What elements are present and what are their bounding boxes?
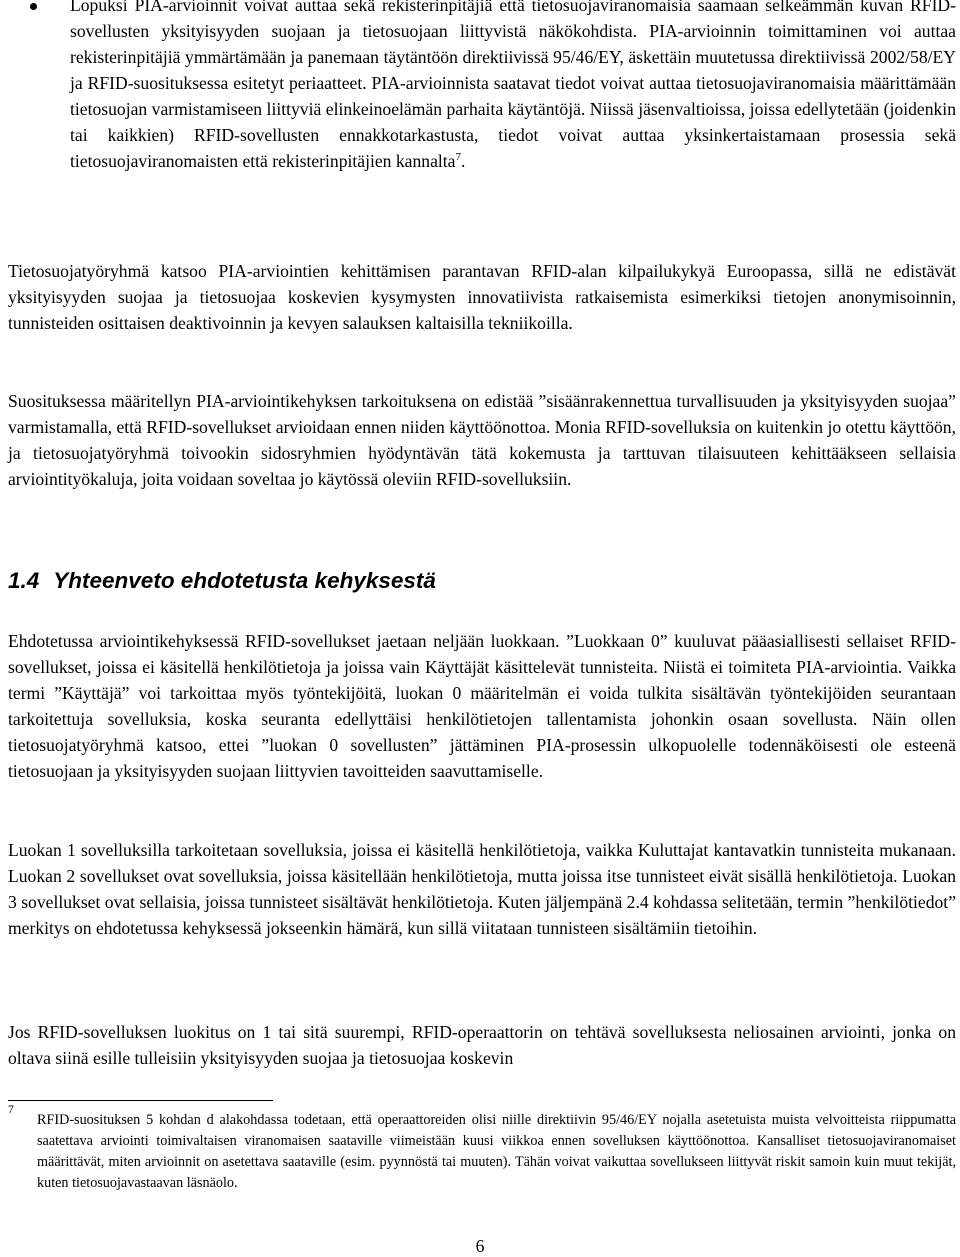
- paragraph-assessment: Jos RFID-sovelluksen luokitus on 1 tai sitä suurempi, RFID-operaattorin on tehtävä sovelluksesta neliosainen arviointi, jonka on oltava siinä esille tulleisiin yksityisyyden suojaa ja tietosuojaa koskevin: [8, 1022, 956, 1068]
- section-title: Yhteenveto ehdotetusta kehyksestä: [53, 568, 436, 593]
- bullet-icon: [30, 3, 37, 10]
- paragraph-categories: Ehdotetussa arviointikehyksessä RFID-sovellukset jaetaan neljään luokkaan. ”Luokkaan 0” kuuluvat pääasiallisesti sellaiset RFID-sovellukset, joissa ei käsitellä henkilötietoja ja joissa vain Käyttäjät käsittelevät tunnisteita. Niistä ei toimiteta PIA-arviointia. Vaikka termi ”Käyttäjä” voi tarkoittaa myös työntekijöitä, luokan 0 määritelmän ei voida tulkita sisältävän työntekijöiden seurantaan tarkoitettuja sovelluksia, koska seuranta edellyttäisi henkilötietojen tallentamista johonkin osaan sovellusta. Näin ollen tietosuojatyöryhmä katsoo, ettei ”luokan 0 sovellusten” jättäminen PIA-prosessin ulkopuolelle todennäköisesti ole esteenä tietosuojaan ja yksityisyyden suojaan liittyvien tavoitteiden saavuttamiselle.: [8, 631, 956, 781]
- footnote-separator: [8, 1100, 273, 1101]
- footnote-marker: 7: [8, 1104, 14, 1116]
- bullet-paragraph: [70, 0, 956, 174]
- section-number: 1.4: [8, 568, 40, 593]
- section-heading: [8, 566, 436, 596]
- page-number: 6: [475, 1236, 485, 1256]
- paragraph-competitiveness: Tietosuojatyöryhmä katsoo PIA-arviointien kehittämisen parantavan RFID-alan kilpailukykyä Euroopassa, sillä ne edistävät yksityisyyden suojaa ja tietosuojaa koskevien kysymysten innovatiivista ratkaisemista esimerkiksi tietojen anonymisoinnin, tunnisteiden osittaisen deaktivoinnin ja kevyen salauksen kaltaisilla tekniikoilla.: [8, 261, 956, 333]
- footnote-reference[interactable]: 7: [455, 151, 461, 164]
- bullet-text-end: .: [460, 151, 466, 171]
- paragraph-level-definitions: Luokan 1 sovelluksilla tarkoitetaan sovelluksia, joissa ei käsitellä henkilötietoja, vaikka Kuluttajat kantavatkin tunnisteita mukanaan. Luokan 2 sovellukset ovat sovelluksia, joissa käsitellään henkilötietoja, mutta joissa itse tunnisteet eivät sisällä henkilötietoja. Luokan 3 sovellukset ovat sellaisia, joissa tunnisteet sisältävät henkilötietoja. Kuten jäljempänä 2.4 kohdassa selitetään, termin ”henkilötiedot” merkitys on ehdotetussa kehyksessä jokseenkin hämärä, kun sillä viitataan tunnisteen sisältämiin tietoihin.: [8, 840, 956, 938]
- bullet-list-item: [30, 0, 956, 174]
- footnote-text: RFID-suosituksen 5 kohdan d alakohdassa todetaan, että operaattoreiden olisi niille direktiivin 95/46/EY nojalla asetetuista muista velvoitteista riippumatta saatettava arviointi toimivaltaisen viranomaisen saataville viimeistään kuusi viikkoa ennen sovelluksen käyttöönottoa. Kansalliset tietosuojaviranomaiset määrittävät, miten arvioinnit on asetettava saataville (esim. pyynnöstä tai muuten). Tähän voivat vaikuttaa sovellukseen liittyvät riskit samoin kuin muut tekijät, kuten tietosuojavastaavan läsnäolo.: [37, 1112, 956, 1191]
- bullet-text-main: Lopuksi PIA-arvioinnit voivat auttaa sekä rekisterinpitäjiä että tietosuojaviranomaisia saamaan selkeämmän kuvan RFID-sovellusten yksityisyyden suojaan ja tietosuojaan liittyvistä näkökohdista. PIA-arvioinnin toimittaminen voi auttaa rekisterinpitäjiä ymmärtämään ja panemaan täytäntöön direktiivissä 95/46/EY, äskettäin muutetussa direktiivissä 2002/58/EY ja RFID-suosituksessa esitetyt periaatteet. PIA-arvioinnista saatavat tiedot voivat auttaa tietosuojaviranomaisia määrittämään tietosuojan varmistamiseen liittyviä elinkeinoelämän parhaita käytäntöjä. Niissä jäsenvaltioissa, joissa edellytetään (joidenkin tai kaikkien) RFID-sovellusten ennakkotarkastusta, tiedot voivat auttaa yksinkertaistamaan prosessia sekä tietosuojaviranomaisten että rekisterinpitäjien kannalta: [70, 0, 956, 171]
- paragraph-privacy-by-design: Suosituksessa määritellyn PIA-arviointikehyksen tarkoituksena on edistää ”sisäänrakennettua turvallisuuden ja yksityisyyden suojaa” varmistamalla, että RFID-sovellukset arvioidaan ennen niiden käyttöönottoa. Monia RFID-sovelluksia on kuitenkin jo otettu käyttöön, ja tietosuojatyöryhmä toivookin sidosryhmien hyödyntävän tätä kokemusta ja tarttuvan tilaisuuteen kehittääkseen sellaisia arviointityökaluja, joita voidaan soveltaa jo käytössä oleviin RFID-sovelluksiin.: [8, 391, 956, 489]
